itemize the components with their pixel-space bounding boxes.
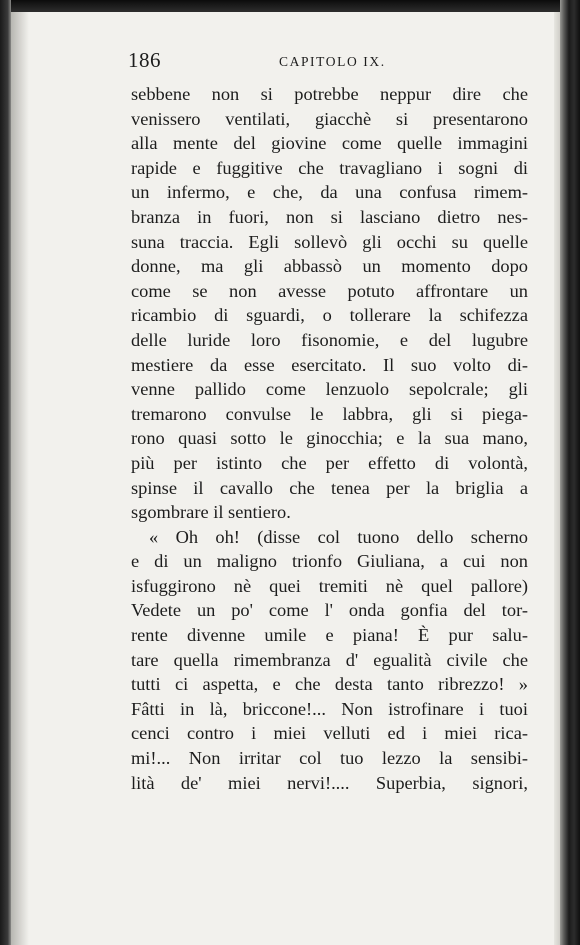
page-number: 186 (128, 48, 161, 72)
gutter-shadow (11, 12, 29, 945)
text-line: rente divenne umile e piana! È pur salu- (131, 625, 528, 646)
text-line: lità de' miei nervi!.... Superbia, signori, (131, 772, 528, 793)
text-line: spinse il cavallo che tenea per la briglia a (131, 477, 528, 498)
text-line: branza in fuori, non si lasciano dietro nes- (131, 206, 528, 227)
text-line: mi!... Non irritar col tuo lezzo la sensibi- (131, 748, 528, 769)
text-line: ricambio di sguardi, o tollerare la schifezza (131, 305, 528, 326)
body-text (131, 82, 528, 795)
text-line: tare quella rimembranza d' egualità civile che (131, 649, 528, 670)
text-line: più per istinto che per effetto di volontà, (131, 452, 528, 473)
text-line: sebbene non si potrebbe neppur dire che (131, 84, 528, 104)
scan-border-top (0, 0, 580, 12)
text-line: rapide e fuggitive che travagliano i sogni di (131, 157, 528, 178)
text-line: cenci contro i miei velluti ed i miei rica- (131, 723, 528, 744)
text-line: Fâtti in là, briccone!... Non istrofinare i tuoi (131, 698, 528, 719)
text-line: mestiere da esse esercitato. Il suo volto di- (131, 354, 528, 375)
text-line: rono quasi sotto le ginocchia; e la sua mano, (131, 428, 528, 449)
text-line: suna traccia. Egli sollevò gli occhi su quelle (131, 231, 528, 252)
text-line: delle luride loro fisonomie, e del lugubre (131, 329, 528, 350)
text-line: e di un maligno trionfo Giuliana, a cui non (131, 551, 528, 572)
page-header (128, 48, 528, 74)
text-line: alla mente del giovine come quelle immagini (131, 133, 528, 154)
text-line: tutti ci aspetta, e che desta tanto ribrezzo! » (131, 674, 528, 695)
text-line: tremarono convulse le labbra, gli si piega- (131, 403, 528, 424)
text-line: venne pallido come lenzuolo sepolcrale; gli (131, 379, 528, 400)
scan-border-right (560, 0, 580, 945)
text-line: isfuggirono nè quei tremiti nè quel pallore) (131, 575, 528, 596)
running-head: CAPITOLO IX. (279, 54, 386, 69)
scan-border-left (0, 0, 11, 945)
text-line: Vedete un po' come l' onda gonfia del tor- (131, 600, 528, 621)
text-line: venissero ventilati, giacchè si presentarono (131, 108, 528, 129)
text-line: sgombrare il sentiero. (131, 502, 291, 523)
text-line: un infermo, e che, da una confusa rimem- (131, 182, 528, 203)
text-line: donne, ma gli abbassò un momento dopo (131, 256, 528, 277)
text-line: come se non avesse potuto affrontare un (131, 280, 528, 301)
text-line: « Oh oh! (disse col tuono dello scherno (149, 526, 528, 547)
